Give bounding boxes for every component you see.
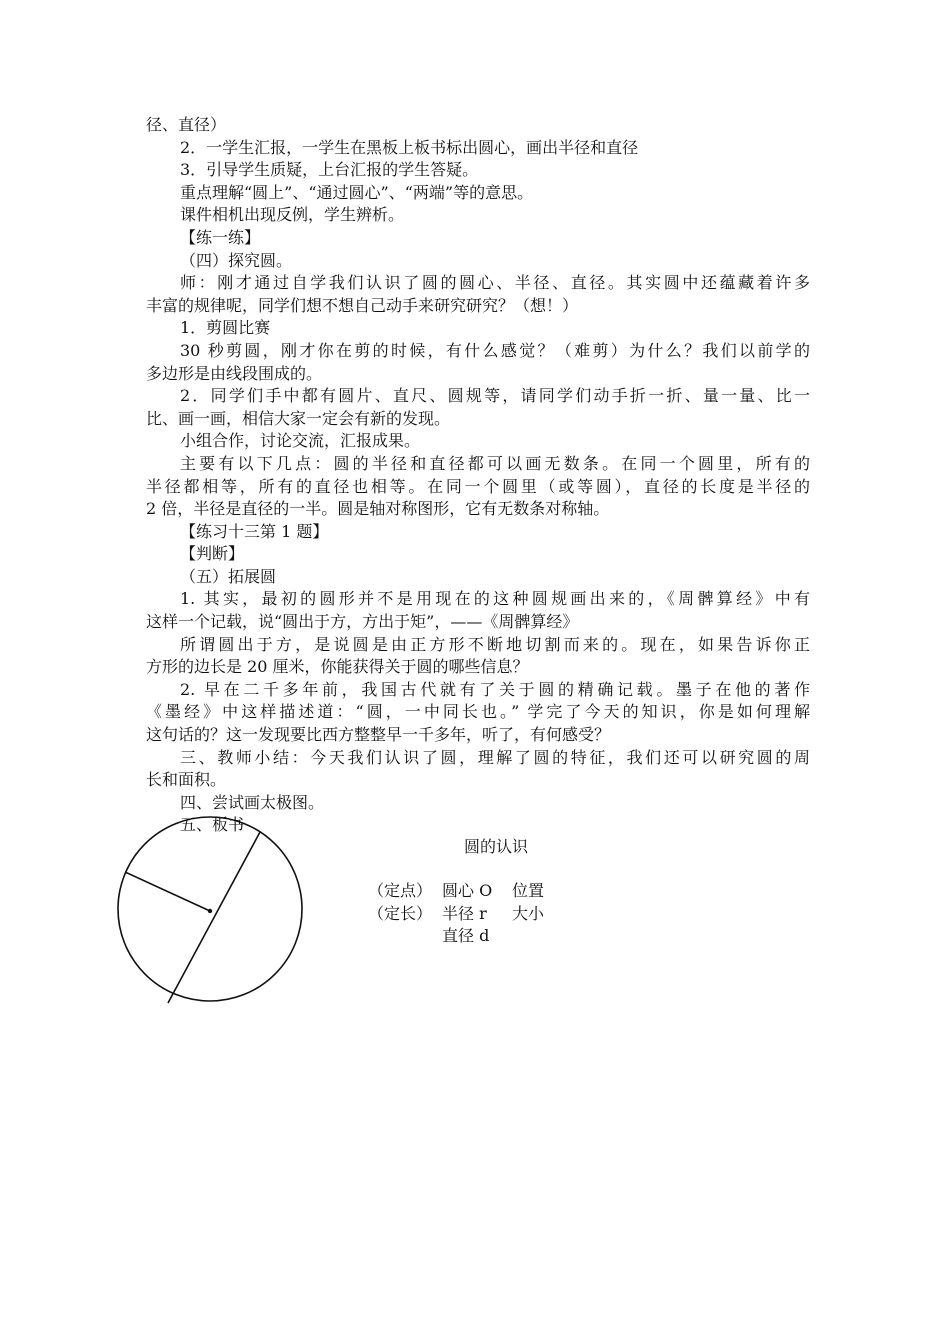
body-line: 径、直径） bbox=[146, 115, 227, 134]
board-row bbox=[368, 925, 544, 948]
document-body bbox=[146, 114, 810, 837]
body-line: 2 倍，半径是直径的一半。圆是轴对称图形，它有无数条对称轴。 bbox=[146, 499, 610, 519]
body-line: 3．引导学生质疑，上台汇报的学生答疑。 bbox=[180, 160, 479, 180]
body-line: 丰富的规律呢，同学们想不想自己动手来研究研究？（想！） bbox=[146, 295, 579, 315]
body-line: 小组合作，讨论交流，汇报成果。 bbox=[180, 431, 421, 451]
body-line: 师：刚才通过自学我们认识了圆的圆心、半径、直径。其实圆中还蕴藏着许多 bbox=[180, 273, 810, 293]
circle-diagram bbox=[112, 798, 312, 1018]
body-line: 课件相机出现反例，学生辨析。 bbox=[180, 205, 405, 225]
body-line: 1．剪圆比赛 bbox=[180, 318, 271, 338]
body-line: 方形的边长是 20 厘米，你能获得关于圆的哪些信息？ bbox=[146, 657, 529, 677]
section-heading: 五、板书 bbox=[180, 815, 245, 835]
body-line: 重点理解“圆上”、“通过圆心”、“两端”等的意思。 bbox=[180, 182, 534, 202]
body-line: 2．同学们手中都有圆片、直尺、圆规等，请同学们动手折一折、量一量、比一 bbox=[180, 386, 810, 406]
center-point bbox=[208, 909, 212, 913]
board-role: 大小 bbox=[512, 903, 545, 923]
body-line: 2．一学生汇报，一学生在黑板上板书标出圆心，画出半径和直径 bbox=[180, 137, 639, 157]
body-line: 这句话的？这一发现要比西方整整早一千多年，听了，有何感受？ bbox=[146, 725, 611, 745]
board-label: （定长） bbox=[368, 903, 433, 923]
body-line: 1. 其实，最初的圆形并不是用现在的这种圆规画出来的，《周髀算经》中有 bbox=[180, 589, 810, 609]
body-line: 2. 早在二千多年前，我国古代就有了关于圆的精确记载。墨子在他的著作 bbox=[180, 679, 810, 699]
diameter-line bbox=[168, 832, 260, 1003]
section-label: 【练一练】 bbox=[180, 227, 261, 247]
board-row bbox=[368, 880, 544, 903]
section-heading: （四）探究圆。 bbox=[180, 250, 293, 270]
body-line: 三、教师小结：今天我们认识了圆，理解了圆的特征，我们还可以研究圆的周 bbox=[180, 747, 810, 767]
body-line: 长和面积。 bbox=[146, 770, 227, 790]
section-heading: 四、尝试画太极图。 bbox=[180, 792, 325, 812]
section-label: 【练习十三第 1 题】 bbox=[180, 521, 329, 541]
body-line: 主要有以下几点：圆的半径和直径都可以画无数条。在同一个圆里，所有的 bbox=[180, 453, 810, 473]
board-term: 直径 d bbox=[442, 926, 490, 946]
board-notes bbox=[368, 880, 544, 948]
board-role: 位置 bbox=[512, 881, 545, 900]
body-line: 《墨经》中这样描述道：“圆，一中同长也。” 学完了今天的知识，你是如何理解 bbox=[146, 702, 810, 722]
radius-line bbox=[125, 872, 210, 911]
section-label: 【判断】 bbox=[180, 544, 245, 564]
body-line: 半径都相等，所有的直径也相等。在同一个圆里（或等圆），直径的长度是半径的 bbox=[146, 476, 810, 496]
body-line: 所谓圆出于方，是说圆是由正方形不断地切割而来的。现在，如果告诉你正 bbox=[180, 634, 810, 654]
board-title: 圆的认识 bbox=[463, 837, 528, 856]
board-term: 半径 r bbox=[442, 903, 487, 923]
body-line: 多边形是由线段围成的。 bbox=[146, 363, 323, 383]
body-line: 30 秒剪圆，刚才你在剪的时候，有什么感觉？（难剪）为什么？我们以前学的 bbox=[180, 340, 810, 360]
body-line: 这样一个记载，说“圆出于方，方出于矩”，——《周髀算经》 bbox=[146, 612, 579, 632]
board-term: 圆心 O bbox=[442, 881, 493, 900]
section-heading: （五）拓展圆 bbox=[180, 566, 277, 586]
board-label: （定点） bbox=[368, 881, 433, 900]
board-row bbox=[368, 903, 544, 926]
body-line: 比、画一画，相信大家一定会有新的发现。 bbox=[146, 408, 451, 428]
